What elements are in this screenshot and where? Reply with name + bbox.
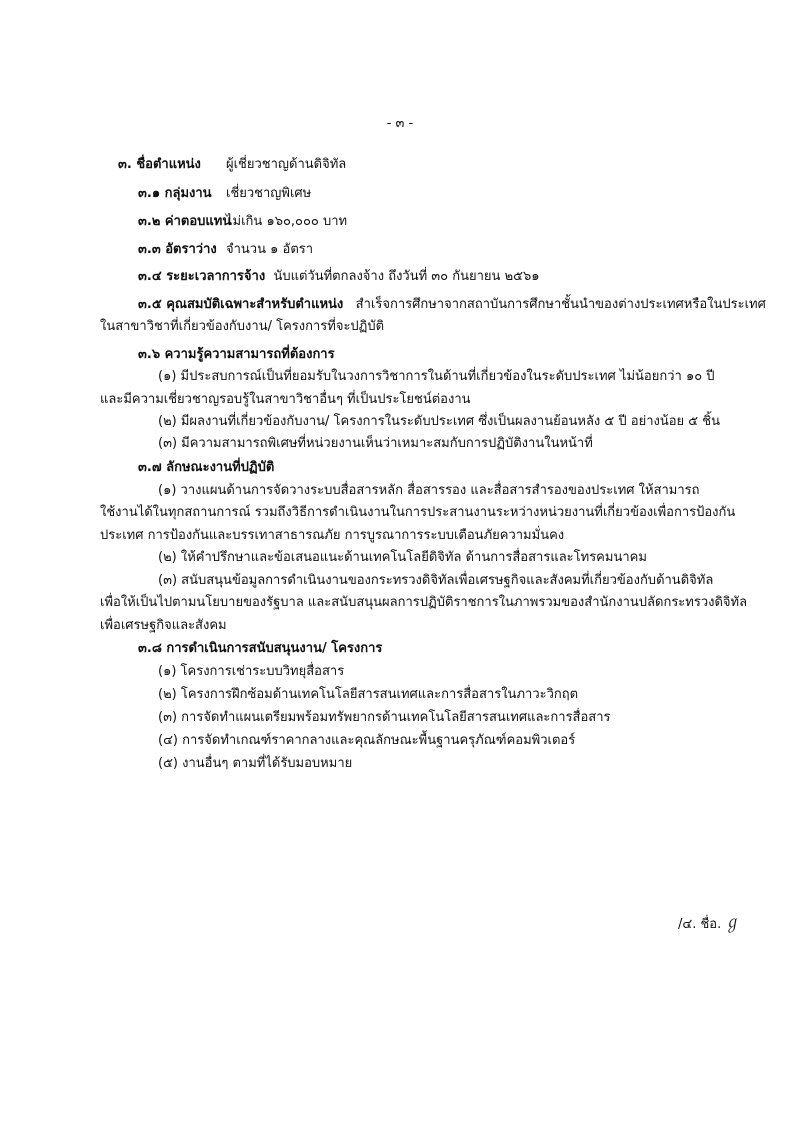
project-item-3: (๓) การจัดทำแผนเตรียมพร้อมทรัพยากรด้านเทคโนโลยีสารสนเทศและการสื่อสาร	[158, 710, 611, 725]
position-heading	[118, 156, 346, 174]
duty-item-3-line-1: (๓) สนับสนุนข้อมูลการดำเนินงานของกระทรวงดิจิทัลเพื่อเศรษฐกิจและสังคมที่เกี่ยวข้องกับด้านดิจิทัล	[158, 573, 714, 588]
projects-label: ๓.๘ การดำเนินการสนับสนุนงาน/ โครงการ	[138, 641, 383, 656]
duty-item-1-line-2: ใช้งานได้ในทุกสถานการณ์ รวมถึงวิธีการดำเนินงานในการประสานงานระหว่างหน่วยงานที่เกี่ยวข้องเพื่อการป้องกัน	[100, 505, 736, 520]
competency-item-1-line-2: และมีความเชี่ยวชาญรอบรู้ในสาขาวิชาอื่นๆ ที่เป็นประโยชน์ต่องาน	[100, 392, 471, 407]
duty-item-3-line-2: เพื่อให้เป็นไปตามนโยบายของรัฐบาล และสนับสนุนผลการปฏิบัติราชการในภาพรวมของสำนักงานปลัดกระทรวงดิจิทัล	[100, 595, 748, 610]
period-row	[138, 268, 539, 286]
qualifications-label: ๓.๕ คุณสมบัติเฉพาะสำหรับตำแหน่ง	[138, 297, 344, 312]
period-label: ๓.๔ ระยะเวลาการจ้าง	[138, 269, 266, 284]
qualifications-row	[138, 296, 766, 314]
vacancy-row	[138, 241, 313, 259]
period-value: นับแต่วันที่ตกลงจ้าง ถึงวันที่ ๓๐ กันยายน ๒๕๖๑	[273, 269, 540, 284]
competency-item-2: (๒) มีผลงานที่เกี่ยวข้องกับงาน/ โครงการในระดับประเทศ ซึ่งเป็นผลงานย้อนหลัง ๕ ปี อย่างน้อย ๕ ชิ้น	[158, 414, 720, 429]
duty-item-1-line-1: (๑) วางแผนด้านการจัดวางระบบสื่อสารหลัก สื่อสารรอง และสื่อสารสำรองของประเทศ ให้สามารถ	[158, 483, 700, 498]
group-row	[138, 185, 311, 203]
compensation-value: ไม่เกิน ๑๖๐,๐๐๐ บาท	[226, 214, 348, 229]
continuation-reference	[678, 910, 742, 934]
project-item-5: (๕) งานอื่นๆ ตามที่ได้รับมอบหมาย	[158, 756, 353, 771]
project-item-1: (๑) โครงการเช่าระบบวิทยุสื่อสาร	[158, 664, 345, 679]
vacancy-value: จำนวน ๑ อัตรา	[226, 242, 314, 257]
continuation-text: /๔. ชื่อ.	[678, 917, 722, 932]
group-label: ๓.๑ กลุ่มงาน	[138, 186, 212, 201]
group-value: เชี่ยวชาญพิเศษ	[226, 186, 312, 201]
qualifications-text-1: สำเร็จการศึกษาจากสถาบันการศึกษาชั้นนำของต่างประเทศหรือในประเทศ	[355, 297, 766, 312]
qualifications-text-2: ในสาขาวิชาที่เกี่ยวข้องกับงาน/ โครงการที่จะปฏิบัติ	[100, 319, 385, 334]
duty-item-2: (๒) ให้คำปรึกษาและข้อเสนอแนะด้านเทคโนโลยีดิจิทัล ด้านการสื่อสารและโทรคมนาคม	[158, 550, 647, 565]
position-label: ๓. ชื่อตำแหน่ง	[118, 157, 201, 172]
position-value: ผู้เชี่ยวชาญด้านดิจิทัล	[226, 157, 347, 172]
compensation-label: ๓.๒ ค่าตอบแทน	[138, 214, 232, 229]
duties-label: ๓.๗ ลักษณะงานที่ปฏิบัติ	[138, 460, 275, 475]
compensation-row	[138, 213, 347, 231]
project-item-4: (๔) การจัดทำเกณฑ์ราคากลางและคุณลักษณะพื้นฐานครุภัณฑ์คอมพิวเตอร์	[158, 733, 576, 748]
duty-item-3-line-3: เพื่อเศรษฐกิจและสังคม	[100, 618, 227, 633]
signature-icon: ℊ	[721, 911, 742, 934]
competency-item-3: (๓) มีความสามารถพิเศษที่หน่วยงานเห็นว่าเหมาะสมกับการปฏิบัติงานในหน้าที่	[158, 436, 593, 451]
competencies-label: ๓.๖ ความรู้ความสามารถที่ต้องการ	[138, 347, 335, 362]
competency-item-1-line-1: (๑) มีประสบการณ์เป็นที่ยอมรับในวงการวิชาการในด้านที่เกี่ยวข้องในระดับประเทศ ไม่น้อยกว่า ๑๐ ปี	[158, 369, 715, 384]
page-number: - ๓ -	[386, 116, 414, 131]
vacancy-label: ๓.๓ อัตราว่าง	[138, 242, 217, 257]
project-item-2: (๒) โครงการฝึกซ้อมด้านเทคโนโลยีสารสนเทศและการสื่อสารในภาวะวิกฤต	[158, 687, 579, 702]
duty-item-1-line-3: ประเทศ การป้องกันและบรรเทาสาธารณภัย การบูรณาการระบบเตือนภัยความมั่นคง	[100, 528, 565, 543]
